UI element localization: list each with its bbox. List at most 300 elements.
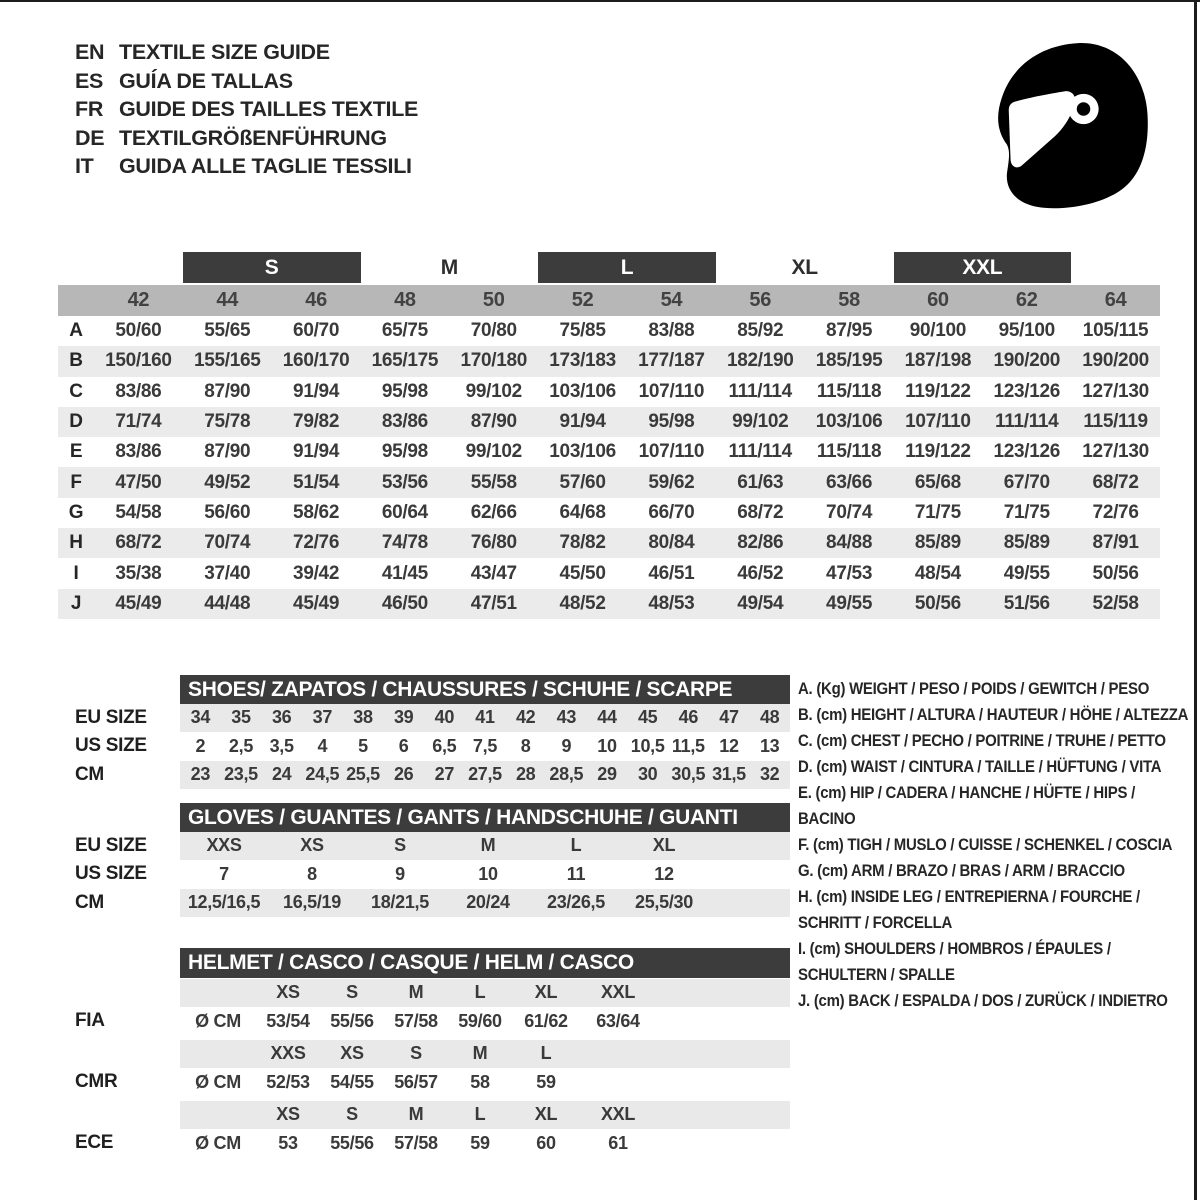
helmet-value-cell: 52/53 [266, 1071, 310, 1092]
row-label: B [69, 350, 83, 372]
helmet-size-cell: XS [340, 1043, 364, 1064]
measurement-legend [798, 676, 1190, 1014]
diameter-unit-label: Ø CM [195, 1071, 241, 1092]
value-cell: 27,5 [468, 764, 502, 785]
size-value-cell: 43/47 [470, 562, 517, 584]
gloves-title-row [75, 803, 790, 832]
helmet-value-cell: 53 [278, 1132, 298, 1153]
helmet-value-cell: 59/60 [458, 1010, 502, 1031]
legend-item: G. (cm) ARM / BRAZO / BRAS / ARM / BRACCIO [798, 861, 1125, 880]
size-value-cell: 68/72 [115, 532, 162, 554]
row-label: G [68, 501, 84, 523]
value-cell: 38 [353, 707, 373, 728]
size-value-cell: 44/48 [204, 592, 251, 614]
row-label: US SIZE [75, 735, 147, 757]
section-row [75, 832, 790, 861]
value-cell: 26 [393, 764, 414, 785]
value-cell: 10 [597, 735, 617, 756]
section-row [75, 860, 790, 889]
value-cell: XL [652, 835, 676, 856]
helmet-size-cell: L [474, 982, 486, 1003]
value-cell: S [394, 835, 406, 856]
helmet-value-cell: 61 [608, 1132, 628, 1153]
shoes-title-bar: SHOES/ ZAPATOS / CHAUSSURES / SCHUHE / SCARPE [180, 675, 790, 705]
legend-item: B. (cm) HEIGHT / ALTURA / HAUTEUR / HÖHE / ALTEZZA [798, 705, 1189, 724]
size-value-cell: 71/74 [115, 411, 162, 433]
size-value-cell: 170/180 [460, 350, 528, 372]
value-cell: 45 [637, 707, 658, 728]
size-value-cell: 111/114 [995, 411, 1059, 433]
table-row [58, 558, 1160, 588]
row-values [180, 832, 790, 861]
size-value-cell: 56/60 [204, 501, 251, 523]
row-label: E [69, 441, 83, 463]
size-value-cell: 49/55 [826, 592, 873, 614]
size-value-cell: 85/89 [914, 532, 961, 554]
size-value-cell: 68/72 [1092, 471, 1139, 493]
helmet-value-cell: 59 [470, 1132, 490, 1153]
size-value-cell: 37/40 [204, 562, 251, 584]
main-size-table [58, 252, 1160, 619]
value-cell: 40 [434, 707, 455, 728]
value-cell: 27 [434, 764, 455, 785]
legend-item: C. (cm) CHEST / PECHO / POITRINE / TRUHE / PETTO [798, 731, 1166, 750]
helmet-size-cell: XXS [270, 1043, 306, 1064]
size-value-cell: 87/90 [204, 380, 251, 402]
value-cell: 9 [395, 863, 405, 884]
value-cell: 41 [475, 707, 495, 728]
size-value-cell: 83/86 [115, 380, 162, 402]
value-cell: 35 [231, 707, 251, 728]
value-cell: 37 [312, 707, 333, 728]
size-value-cell: 74/78 [381, 532, 428, 554]
size-value-cell: 46/52 [737, 562, 784, 584]
size-value-cell: 177/187 [638, 350, 705, 372]
size-value-cell: 115/118 [816, 380, 882, 402]
row-label: D [69, 411, 83, 433]
helmet-value-cell: 54/55 [330, 1071, 374, 1092]
size-value-cell: 66/70 [648, 501, 695, 523]
top-border-line [0, 0, 1200, 2]
value-cell: 16,5/19 [283, 892, 341, 913]
size-value-cell: 51/56 [1003, 592, 1050, 614]
numeric-size-cell: 44 [216, 289, 239, 311]
table-row [58, 346, 1160, 376]
size-value-cell: 71/75 [914, 501, 961, 523]
value-cell: 11,5 [671, 735, 705, 756]
size-value-cell: 95/98 [648, 411, 695, 433]
section-row [75, 732, 790, 761]
helmet-size-cell: XXL [600, 1104, 636, 1125]
row-label: F [70, 471, 82, 493]
value-cell: 7,5 [472, 735, 498, 756]
value-cell: 6 [398, 735, 409, 756]
size-value-cell: 123/126 [993, 441, 1061, 463]
table-row [58, 589, 1160, 619]
size-value-cell: 59/62 [648, 471, 695, 493]
value-cell: 8 [307, 863, 317, 884]
size-value-cell: 47/53 [826, 562, 873, 584]
value-cell: L [570, 835, 582, 856]
size-value-cell: 58/62 [293, 501, 340, 523]
size-value-cell: 103/106 [549, 380, 616, 402]
row-label: EU SIZE [75, 706, 147, 728]
size-value-cell: 48/53 [648, 592, 695, 614]
helmet-size-cell: XL [534, 982, 558, 1003]
size-value-cell: 187/198 [904, 350, 972, 372]
helmet-rows [75, 979, 790, 1158]
size-value-cell: 67/70 [1003, 471, 1050, 493]
size-value-cell: 50/56 [914, 592, 961, 614]
value-cell: 32 [759, 764, 780, 785]
helmet-value-cell: 55/56 [330, 1132, 374, 1153]
value-cell: 6,5 [432, 735, 457, 756]
size-value-cell: 107/110 [638, 441, 705, 463]
value-cell: 2 [195, 735, 206, 756]
row-values [180, 860, 790, 889]
size-value-cell: 185/195 [815, 350, 883, 372]
helmet-size-cell: L [540, 1043, 552, 1064]
spacer [75, 948, 180, 977]
numeric-size-cell: 62 [1015, 289, 1038, 311]
value-cell: 28 [515, 764, 536, 785]
size-value-cell: 39/42 [293, 562, 340, 584]
size-value-cell: 65/75 [381, 320, 428, 342]
shoes-title-row [75, 675, 790, 704]
helmet-standard-values [180, 1007, 790, 1036]
band-spacer [58, 285, 94, 316]
size-value-cell: 49/54 [737, 592, 784, 614]
helmet-size-cell: S [410, 1043, 422, 1064]
size-group-m: M [440, 255, 458, 279]
helmet-size-cell: M [408, 1104, 424, 1125]
row-values [180, 761, 790, 790]
helmet-size-row [75, 979, 790, 1008]
language-row [75, 38, 418, 67]
language-label: GUÍA DE TALLAS [119, 68, 293, 93]
value-cell: 34 [190, 707, 211, 728]
size-value-cell: 115/118 [816, 441, 882, 463]
size-value-cell: 48/54 [914, 562, 961, 584]
numeric-size-cell: 46 [305, 289, 327, 311]
numeric-size-cell: 56 [749, 289, 772, 311]
value-cell: 30 [637, 764, 658, 785]
value-cell: 10 [478, 863, 498, 884]
size-value-cell: 85/89 [1003, 532, 1050, 554]
numeric-size-cell: 58 [838, 289, 860, 311]
size-value-cell: 76/80 [470, 532, 517, 554]
size-value-cell: 52/58 [1092, 592, 1139, 614]
size-value-cell: 45/49 [293, 592, 340, 614]
legend-item: A. (Kg) WEIGHT / PESO / POIDS / GEWITCH / PESO [798, 679, 1150, 698]
language-row [75, 67, 418, 96]
legend-item: E. (cm) HIP / CADERA / HANCHE / HÜFTE / HIPS / BACINO [798, 783, 1135, 828]
language-row [75, 95, 418, 124]
helmet-value-cell: 61/62 [524, 1010, 568, 1031]
diameter-unit-label: Ø CM [195, 1010, 241, 1031]
size-value-cell: 83/86 [115, 441, 162, 463]
helmet-size-cell: XS [276, 1104, 300, 1125]
size-value-cell: 165/175 [371, 350, 439, 372]
value-cell: 48 [759, 707, 780, 728]
language-code: ES [75, 68, 104, 93]
value-cell: 25,5 [346, 764, 380, 785]
size-group-xl: XL [791, 255, 818, 279]
row-label: EU SIZE [75, 834, 147, 856]
row-label: H [69, 532, 83, 554]
legend-item: I. (cm) SHOULDERS / HOMBROS / ÉPAULES / SCHULTERN / SPALLE [798, 939, 1111, 984]
size-value-cell: 119/122 [905, 380, 971, 402]
helmet-size-cell: XL [534, 1104, 558, 1125]
value-cell: 20/24 [466, 892, 510, 913]
value-cell: 25,5/30 [635, 892, 693, 913]
size-value-cell: 107/110 [638, 380, 705, 402]
spacer [75, 1101, 180, 1130]
size-value-cell: 173/183 [549, 350, 616, 372]
helmet-value-cell: 55/56 [330, 1010, 374, 1031]
size-value-cell: 127/130 [1082, 441, 1149, 463]
row-values [180, 732, 790, 761]
shoes-section [75, 675, 790, 789]
value-cell: 24,5 [305, 764, 340, 785]
size-group-header-row [58, 252, 1160, 283]
helmet-value-cell: 57/58 [394, 1010, 438, 1031]
size-value-cell: 83/86 [381, 411, 428, 433]
helmet-value-cell: 56/57 [394, 1071, 438, 1092]
value-cell: 44 [597, 707, 617, 728]
language-label: GUIDE DES TAILLES TEXTILE [119, 97, 419, 121]
value-cell: 13 [759, 735, 780, 756]
row-label: A [69, 320, 83, 342]
size-value-cell: 46/50 [381, 592, 428, 614]
section-row [75, 704, 790, 733]
size-value-cell: 78/82 [559, 532, 606, 554]
helmet-standard-values [180, 1129, 790, 1158]
size-value-cell: 47/50 [115, 471, 162, 493]
size-value-cell: 95/98 [381, 380, 428, 402]
size-value-cell: 35/38 [115, 562, 162, 584]
value-cell: 43 [556, 707, 577, 728]
row-label: US SIZE [75, 863, 147, 885]
value-cell: 3,5 [269, 735, 294, 756]
helmet-size-cell: M [472, 1043, 488, 1064]
value-cell: XS [300, 835, 324, 856]
legend-item: D. (cm) WAIST / CINTURA / TAILLE / HÜFTUNG / VITA [798, 757, 1162, 776]
size-value-cell: 65/68 [914, 471, 961, 493]
size-value-cell: 111/114 [728, 380, 792, 402]
size-value-cell: 111/114 [728, 441, 792, 463]
numeric-size-cell: 60 [927, 289, 949, 311]
language-code: EN [75, 40, 105, 64]
helmet-standard-row [75, 1007, 790, 1036]
value-cell: 12 [719, 735, 739, 756]
size-value-cell: 75/85 [559, 320, 606, 342]
helmet-size-labels [180, 1040, 790, 1069]
size-value-cell: 71/75 [1003, 501, 1050, 523]
value-cell: 36 [271, 707, 292, 728]
value-cell: 18/21,5 [371, 892, 429, 913]
row-label: C [69, 380, 83, 402]
size-value-cell: 57/60 [559, 471, 606, 493]
table-row [58, 377, 1160, 407]
size-value-cell: 61/63 [737, 471, 784, 493]
size-value-cell: 91/94 [293, 380, 340, 402]
value-cell: 24 [271, 764, 292, 785]
size-value-cell: 99/102 [732, 411, 789, 433]
numeric-size-cell: 54 [660, 289, 683, 311]
size-value-cell: 46/51 [648, 562, 695, 584]
numeric-size-cell: 42 [127, 289, 150, 311]
value-cell: 39 [393, 707, 414, 728]
legend-item: J. (cm) BACK / ESPALDA / DOS / ZURÜCK / INDIETRO [798, 991, 1168, 1010]
size-value-cell: 150/160 [105, 350, 172, 372]
standard-label-cmr: CMR [75, 1071, 118, 1093]
size-value-cell: 45/49 [115, 592, 162, 614]
helmet-value-cell: 53/54 [266, 1010, 310, 1031]
size-value-cell: 55/65 [204, 320, 251, 342]
value-cell: M [480, 835, 496, 856]
helmet-value-cell: 59 [536, 1071, 556, 1092]
size-value-cell: 50/56 [1092, 562, 1139, 584]
size-value-cell: 70/74 [826, 501, 873, 523]
value-cell: 5 [358, 735, 368, 756]
size-value-cell: 70/74 [204, 532, 251, 554]
helmet-size-cell: XS [276, 982, 300, 1003]
size-value-cell: 119/122 [905, 441, 971, 463]
size-value-cell: 87/91 [1092, 532, 1139, 554]
value-cell: 8 [520, 735, 531, 756]
size-value-cell: 85/92 [737, 320, 784, 342]
size-value-cell: 95/100 [998, 320, 1055, 342]
numeric-size-cell: 52 [571, 289, 594, 311]
size-value-cell: 49/55 [1003, 562, 1050, 584]
table-row [58, 467, 1160, 497]
size-value-cell: 41/45 [381, 562, 428, 584]
size-value-cell: 50/60 [115, 320, 162, 342]
size-value-cell: 62/66 [470, 501, 517, 523]
helmet-section [75, 948, 790, 1158]
size-value-cell: 190/200 [993, 350, 1061, 372]
table-row [58, 316, 1160, 346]
value-cell: 23 [190, 764, 211, 785]
size-value-cell: 190/200 [1082, 350, 1149, 372]
value-cell: 12 [654, 863, 674, 884]
helmet-standard-row [75, 1129, 790, 1158]
helmet-title-bar: HELMET / CASCO / CASQUE / HELM / CASCO [180, 948, 790, 978]
helmet-standard-row [75, 1068, 790, 1097]
value-cell: 9 [561, 735, 572, 756]
gloves-rows [75, 832, 790, 918]
value-cell: 46 [678, 707, 699, 728]
size-value-cell: 182/190 [726, 350, 794, 372]
size-value-cell: 84/88 [826, 532, 873, 554]
value-cell: 29 [597, 764, 617, 785]
helmet-size-labels [180, 979, 790, 1008]
section-row [75, 761, 790, 790]
spacer [75, 675, 180, 704]
table-row [58, 407, 1160, 437]
numeric-size-band [58, 285, 1160, 316]
size-value-cell: 72/76 [293, 532, 340, 554]
table-row [58, 528, 1160, 558]
standard-label-fia: FIA [75, 1010, 105, 1032]
size-value-cell: 49/52 [204, 471, 251, 493]
helmet-value-cell: 63/64 [596, 1010, 640, 1031]
value-cell: 2,5 [228, 735, 254, 756]
value-cell: 47 [719, 707, 739, 728]
helmet-size-cell: S [346, 982, 358, 1003]
value-cell: 4 [317, 735, 328, 756]
size-value-cell: 90/100 [909, 320, 967, 342]
size-value-cell: 45/50 [559, 562, 606, 584]
size-value-cell: 91/94 [559, 411, 606, 433]
size-value-cell: 72/76 [1092, 501, 1139, 523]
helmet-value-cell: 60 [536, 1132, 556, 1153]
gloves-title-bar: GLOVES / GUANTES / GANTS / HANDSCHUHE / GUANTI [180, 803, 790, 833]
spacer [75, 1040, 180, 1069]
size-value-cell: 51/54 [293, 471, 340, 493]
size-value-cell: 55/58 [470, 471, 517, 493]
legend-item: H. (cm) INSIDE LEG / ENTREPIERNA / FOURCHE / SCHRITT / FORCELLA [798, 887, 1140, 932]
value-cell: 23/26,5 [547, 892, 605, 913]
helmet-size-cell: M [408, 982, 424, 1003]
size-value-cell: 127/130 [1082, 380, 1149, 402]
size-value-cell: 82/86 [737, 532, 784, 554]
size-value-cell: 63/66 [826, 471, 873, 493]
size-value-cell: 80/84 [648, 532, 695, 554]
language-code: DE [75, 125, 105, 150]
row-label: I [73, 562, 79, 584]
helmet-size-cell: L [474, 1104, 486, 1125]
size-value-cell: 87/95 [826, 320, 873, 342]
shoes-rows [75, 704, 790, 790]
row-label: J [70, 592, 82, 614]
value-cell: 30,5 [671, 764, 706, 785]
racing-helmet-graphic [975, 36, 1160, 214]
size-value-cell: 68/72 [737, 501, 784, 523]
size-value-cell: 105/115 [1082, 320, 1149, 342]
language-label: TEXTILGRÖßENFÜHRUNG [119, 125, 387, 150]
diameter-unit-label: Ø CM [195, 1132, 241, 1153]
numeric-size-cell: 64 [1104, 289, 1127, 311]
helmet-size-row [75, 1040, 790, 1069]
legend-item: F. (cm) TIGH / MUSLO / CUISSE / SCHENKEL / COSCIA [798, 835, 1173, 854]
language-label: TEXTILE SIZE GUIDE [119, 40, 330, 64]
size-value-cell: 54/58 [115, 501, 162, 523]
size-value-cell: 107/110 [905, 411, 971, 433]
table-row [58, 437, 1160, 467]
size-table-body [58, 316, 1160, 619]
spacer [75, 803, 180, 832]
value-cell: 42 [515, 707, 536, 728]
helmet-size-labels [180, 1101, 790, 1130]
value-cell: 12,5/16,5 [187, 892, 261, 913]
numeric-size-cell: 50 [482, 289, 505, 311]
helmet-value-cell: 57/58 [394, 1132, 438, 1153]
gloves-section [75, 803, 790, 917]
size-value-cell: 115/119 [1083, 411, 1148, 433]
value-cell: 10,5 [630, 735, 665, 756]
size-value-cell: 64/68 [559, 501, 606, 523]
size-group-s: S [183, 252, 361, 283]
size-value-cell: 99/102 [465, 380, 522, 402]
numeric-size-cell: 48 [394, 289, 416, 311]
language-row [75, 124, 418, 153]
value-cell: 23,5 [224, 764, 258, 785]
standard-label-ece: ECE [75, 1132, 114, 1154]
size-group-xxl: XXL [894, 252, 1072, 283]
helmet-title-row [75, 948, 790, 977]
